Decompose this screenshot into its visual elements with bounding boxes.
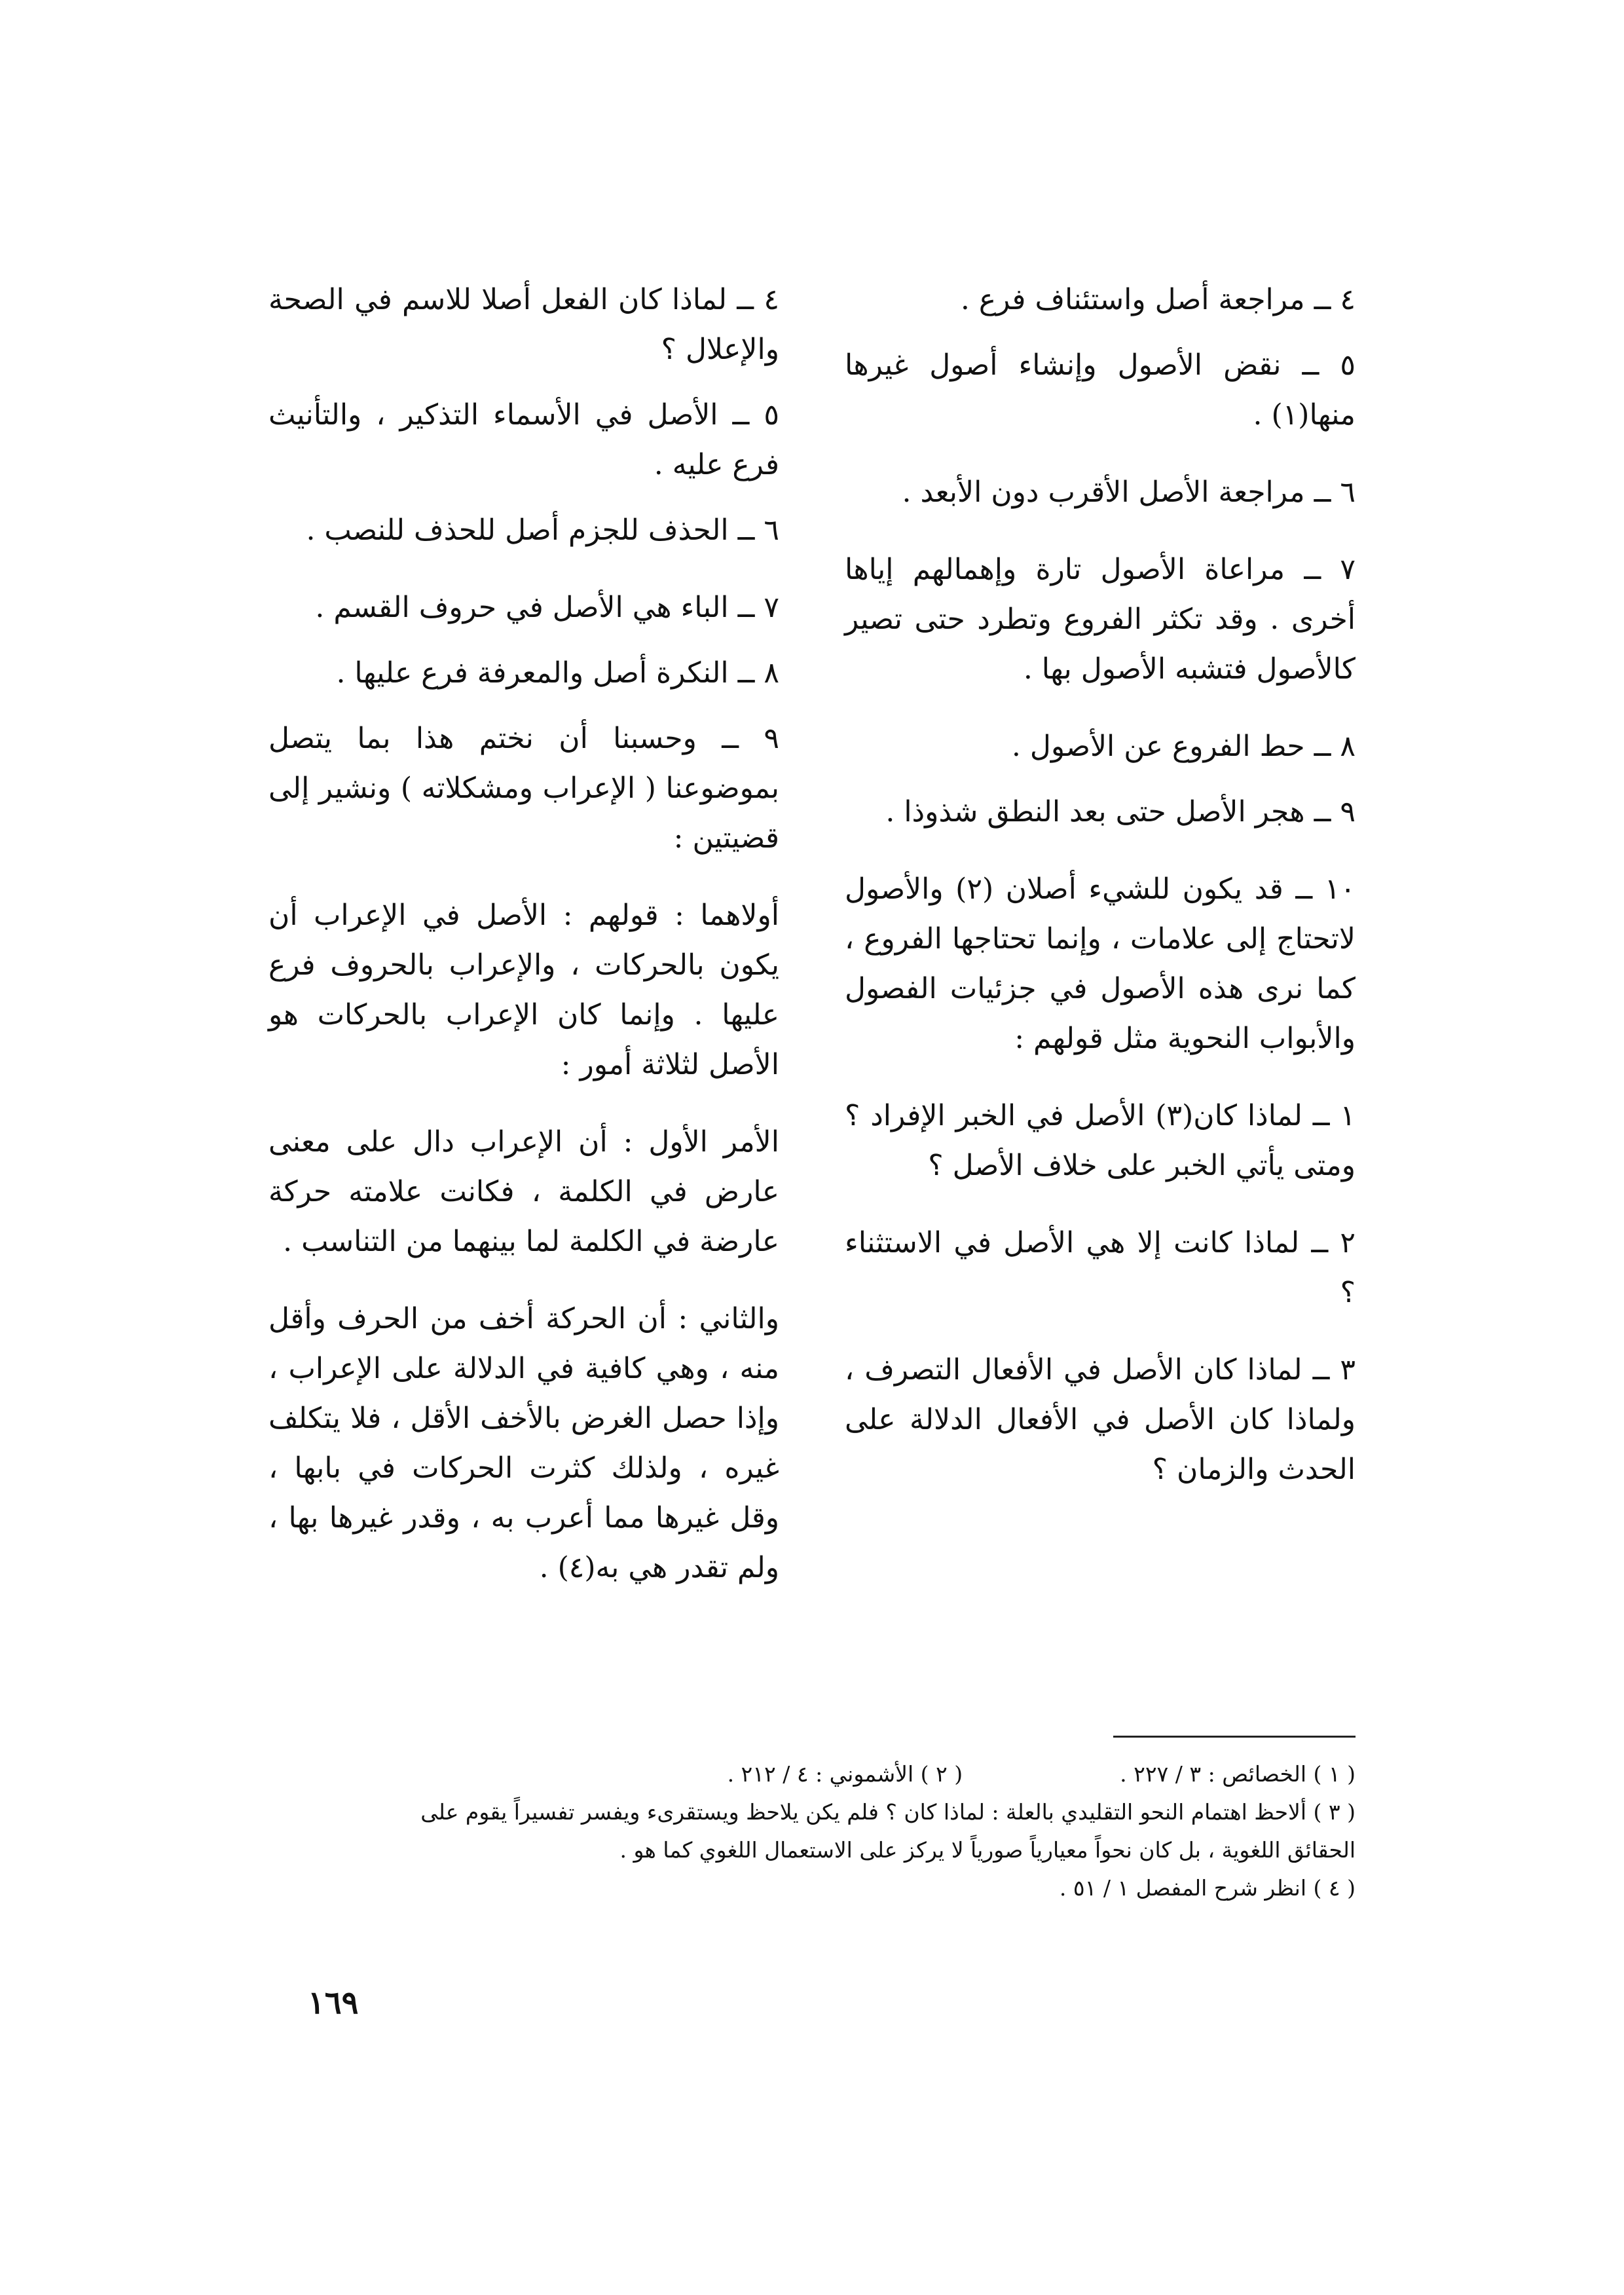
footnote-3: ( ٣ ) ألاحظ اهتمام النحو التقليدي بالعلة : لماذا كان ؟ فلم يكن يلاحظ ويستقرىء ويفسر تفسيراً يقوم على <box>420 1799 1356 1825</box>
right-paragraph: ١ ــ لماذا كان(٣) الأصل في الخبر الإفراد ؟ ومتى يأتي الخبر على خلاف الأصل ؟ <box>845 1099 1356 1182</box>
footnote-1: ( ١ ) الخصائص : ٣ / ٢٢٧ . <box>1120 1761 1356 1787</box>
left-paragraph: والثاني : أن الحركة أخف من الحرف وأقل منه ، وهي كافية في الدلالة على الإعراب ، وإذا حصل الغرض بالأخف الأقل ، فلا يتكلف غيره ، ولذلك كثرت الحركات في بابها ، وقل غيرها مما أعرب به ، وقدر غيرها بها ، ولم تقدر هي به(٤) . <box>268 1302 779 1584</box>
footnote-divider <box>1113 1736 1356 1738</box>
page-number: ١٦٩ <box>308 1985 359 2021</box>
footnote-2: ( ٢ ) الأشموني : ٤ / ٢١٢ . <box>727 1761 963 1787</box>
right-paragraph: ٤ ــ مراجعة أصل واستئناف فرع . <box>960 283 1356 316</box>
right-paragraph: ٣ ــ لماذا كان الأصل في الأفعال التصرف ، ولماذا كان الأصل في الأفعال الدلالة على الحدث والزمان ؟ <box>845 1353 1356 1486</box>
right-paragraph: ٦ ــ مراجعة الأصل الأقرب دون الأبعد . <box>902 476 1356 509</box>
left-paragraph: الأمر الأول : أن الإعراب دال على معنى عارض في الكلمة ، فكانت علامته حركة عارضة في الكلمة لما بينهما من التناسب . <box>268 1125 779 1258</box>
right-paragraph: ٨ ــ حط الفروع عن الأصول . <box>1011 730 1356 763</box>
left-paragraph: ٦ ــ الحذف للجزم أصل للحذف للنصب . <box>306 513 779 547</box>
right-paragraph: ٩ ــ هجر الأصل حتى بعد النطق شذوذا . <box>885 795 1356 829</box>
right-paragraph: ٢ ــ لماذا كانت إلا هي الأصل في الاستثناء ؟ <box>845 1226 1356 1309</box>
left-paragraph: ٩ ــ وحسبنا أن نختم هذا بما يتصل بموضوعنا ( الإعراب ومشكلاته ) ونشير إلى قضيتين : <box>268 722 779 855</box>
left-paragraph: ٤ ــ لماذا كان الفعل أصلا للاسم في الصحة والإعلال ؟ <box>268 283 779 366</box>
left-paragraph: ٧ ــ الباء هي الأصل في حروف القسم . <box>315 591 779 624</box>
footnote-row <box>262 1755 1356 1793</box>
right-paragraph: ١٠ ــ قد يكون للشيء أصلان (٢) والأصول لاتحتاج إلى علامات ، وإنما تحتاجها الفروع ، كما نرى هذه الأصول في جزئيات الفصول والأبواب النحوية مثل قولهم : <box>845 872 1356 1055</box>
footnote-4: ( ٤ ) انظر شرح المفصل ١ / ٥١ . <box>1059 1875 1356 1901</box>
left-paragraph: ٥ ــ الأصل في الأسماء التذكير ، والتأنيث فرع عليه . <box>268 398 779 481</box>
left-text-column <box>268 275 779 1620</box>
right-text-column <box>845 275 1356 1522</box>
footnotes <box>262 1755 1356 1907</box>
footnote-3-continued: الحقائق اللغوية ، بل كان نحواً معيارياً صورياً لا يركز على الاستعمال اللغوي كما هو . <box>619 1837 1356 1863</box>
right-paragraph: ٧ ــ مراعاة الأصول تارة وإهمالهم إياها أخرى . وقد تكثر الفروع وتطرد حتى تصير كالأصول فتشبه الأصول بها . <box>845 553 1356 686</box>
left-paragraph: أولاهما : قولهم : الأصل في الإعراب أن يكون بالحركات ، والإعراب بالحروف فرع عليها . وإنما كان الإعراب بالحركات هو الأصل لثلاثة أمور : <box>268 899 779 1081</box>
left-paragraph: ٨ ــ النكرة أصل والمعرفة فرع عليها . <box>336 656 779 690</box>
right-paragraph: ٥ ــ نقض الأصول وإنشاء أصول غيرها منها(١) . <box>845 348 1356 432</box>
